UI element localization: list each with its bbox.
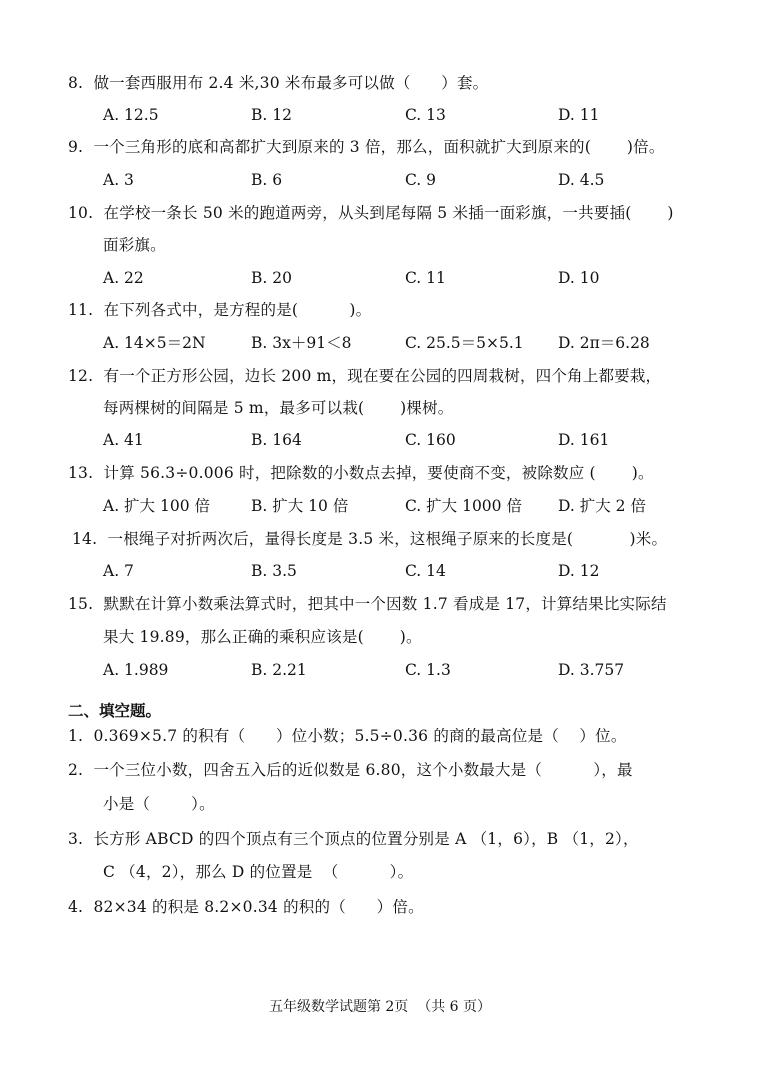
option-c: C. 160	[405, 431, 456, 449]
question-14-text: 14. 一根绳子对折两次后，量得长度是 3.5 米，这根绳子原来的长度是( )米。	[72, 530, 668, 548]
question-14-options	[103, 561, 703, 581]
option-a: A. 3	[103, 171, 134, 189]
page-footer: 五年级数学试题第 2页 （共 6 页）	[268, 999, 492, 1015]
question-12-options	[103, 430, 703, 450]
option-c: C. 14	[405, 562, 446, 580]
option-b: B. 164	[251, 431, 302, 449]
fill-question-3-text-cont: C （4，2），那么 D 的位置是 （ ）。	[103, 863, 414, 881]
question-10-options	[103, 268, 703, 288]
fill-question-3-text: 3. 长方形 ABCD 的四个顶点有三个顶点的位置分别是 A （1，6），B （1，2），	[68, 830, 639, 848]
option-c: C. 扩大 1000 倍	[405, 497, 522, 515]
question-15-options	[103, 660, 703, 680]
question-12-text-cont: 每两棵树的间隔是 5 m，最多可以栽( )棵树。	[103, 399, 454, 417]
fill-question-1-text: 1. 0.369×5.7 的积有（ ）位小数；5.5÷0.36 的商的最高位是（ ）位。	[68, 727, 627, 745]
option-a: A. 扩大 100 倍	[103, 497, 210, 515]
question-11-options	[103, 333, 703, 353]
question-10-text: 10. 在学校一条长 50 米的跑道两旁，从头到尾每隔 5 米插一面彩旗，一共要插( )	[68, 204, 674, 222]
question-9-options	[103, 170, 703, 190]
option-a: A. 41	[103, 431, 144, 449]
question-15-text-cont: 果大 19.89，那么正确的乘积应该是( )。	[103, 628, 422, 646]
fill-question-2-text: 2. 一个三位小数，四舍五入后的近似数是 6.80，这个小数最大是（ ），最	[68, 761, 633, 779]
option-b: B. 3x＋91＜8	[251, 334, 352, 352]
section-two-title: 二、填空题。	[68, 701, 162, 720]
option-c: C. 1.3	[405, 661, 451, 679]
fill-question-4-text: 4. 82×34 的积是 8.2×0.34 的积的（ ）倍。	[68, 898, 424, 916]
option-c: C. 9	[405, 171, 437, 189]
option-d: D. 10	[558, 269, 600, 287]
question-13-options	[103, 496, 703, 516]
option-a: A. 7	[103, 562, 134, 580]
option-c: C. 13	[405, 106, 446, 124]
question-10-text-cont: 面彩旗。	[103, 236, 166, 254]
option-c: C. 25.5＝5×5.1	[405, 334, 524, 352]
option-d: D. 11	[558, 106, 600, 124]
question-8-options	[103, 105, 703, 125]
option-d: D. 12	[558, 562, 600, 580]
question-9-text: 9. 一个三角形的底和高都扩大到原来的 3 倍，那么，面积就扩大到原来的( )倍。	[68, 138, 665, 156]
option-d: D. 4.5	[558, 171, 605, 189]
option-a: A. 1.989	[103, 661, 169, 679]
option-d: D. 扩大 2 倍	[558, 497, 646, 515]
option-d: D. 3.757	[558, 661, 625, 679]
question-12-text: 12. 有一个正方形公园，边长 200 m，现在要在公园的四周栽树，四个角上都要栽，	[68, 367, 662, 385]
option-b: B. 2.21	[251, 661, 307, 679]
question-13-text: 13. 计算 56.3÷0.006 时，把除数的小数点去掉，要使商不变，被除数应 ( )。	[68, 464, 654, 482]
option-b: B. 6	[251, 171, 283, 189]
option-a: A. 14×5＝2N	[103, 334, 206, 352]
option-a: A. 22	[103, 269, 144, 287]
option-d: D. 161	[558, 431, 610, 449]
option-b: B. 扩大 10 倍	[251, 497, 349, 515]
option-a: A. 12.5	[103, 106, 159, 124]
question-11-text: 11. 在下列各式中，是方程的是( )。	[68, 301, 372, 319]
option-c: C. 11	[405, 269, 446, 287]
option-b: B. 20	[251, 269, 292, 287]
option-b: B. 3.5	[251, 562, 297, 580]
fill-question-2-text-cont: 小是（ ）。	[103, 795, 215, 813]
question-15-text: 15. 默默在计算小数乘法算式时，把其中一个因数 1.7 看成是 17，计算结果比实际结	[68, 595, 667, 613]
option-d: D. 2π＝6.28	[558, 334, 650, 352]
question-8-text: 8. 做一套西服用布 2.4 米,30 米布最多可以做（ ）套。	[68, 74, 489, 92]
option-b: B. 12	[251, 106, 292, 124]
